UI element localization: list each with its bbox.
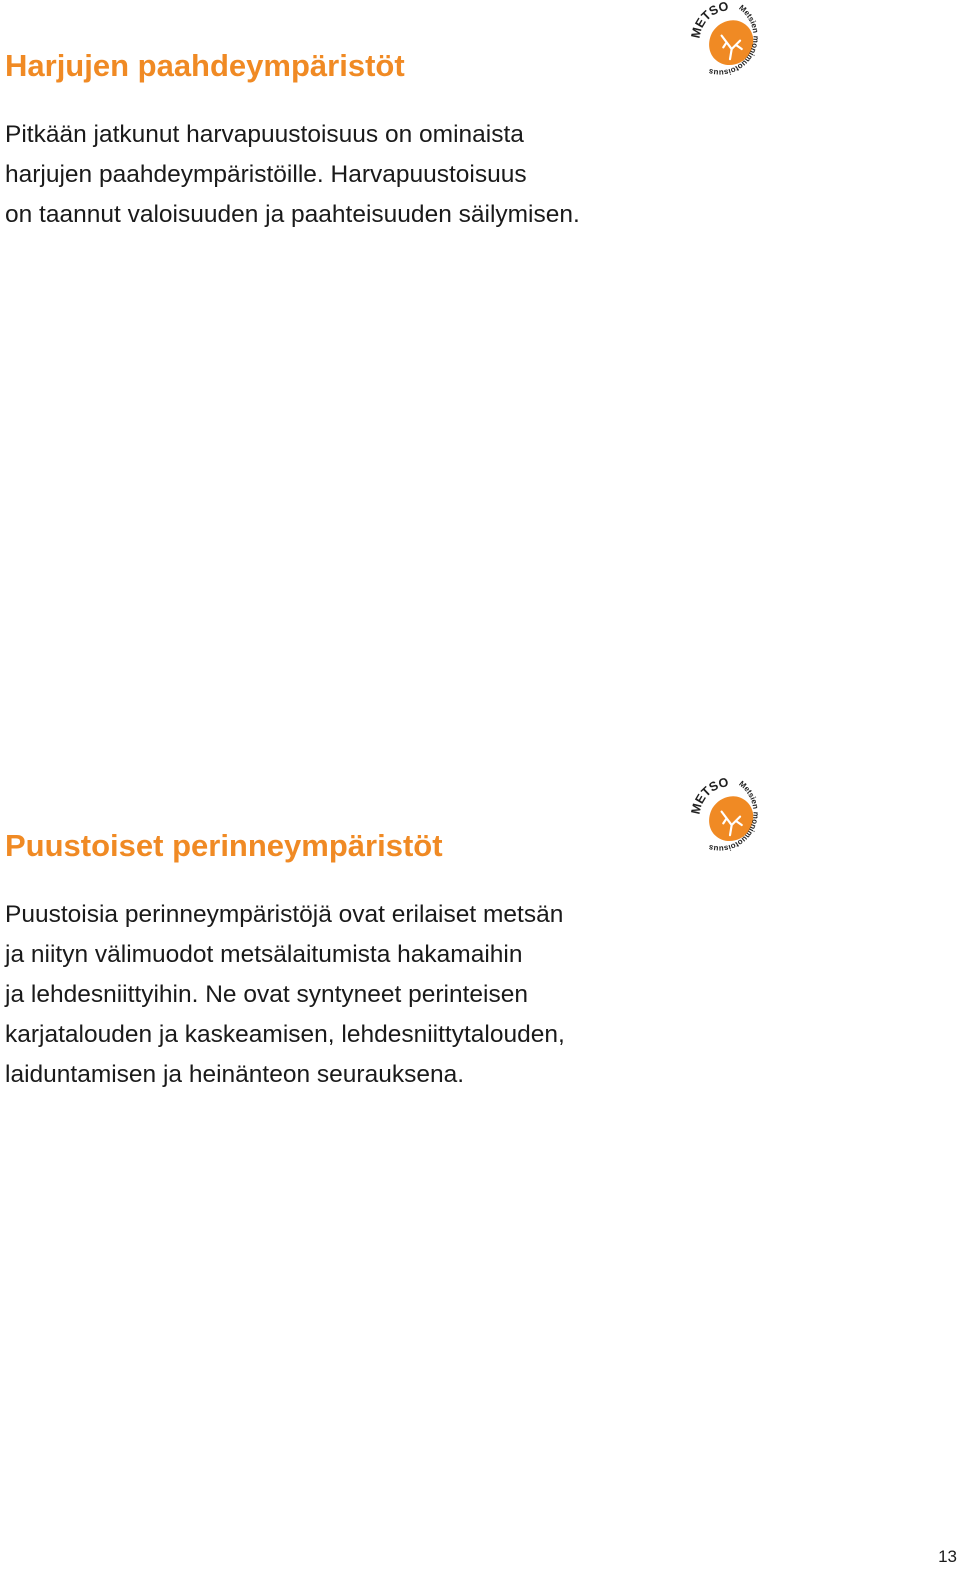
slide-body [5,115,580,235]
slide-puustoiset [0,780,960,1520]
page-number: 13 [938,1547,957,1566]
body-line: Puustoisia perinneympäristöjä ovat erilaiset metsän [5,901,564,928]
metso-logo-icon [688,778,772,862]
slide-title: Harjujen paahdeympäristöt [5,48,405,83]
body-line: ja niityn välimuodot metsälaitumista hakamaihin [5,941,523,968]
body-line: ja lehdesniittyihin. Ne ovat syntyneet perinteisen [5,981,528,1008]
body-line: Pitkään jatkunut harvapuustoisuus on ominaista [5,121,524,148]
slide-body [5,895,565,1095]
svg-text:METSO: METSO [688,2,730,40]
metso-logo [688,2,772,86]
slide-harjujen [0,0,960,780]
body-line: laiduntamisen ja heinänteon seurauksena. [5,1061,465,1088]
svg-text:METSO: METSO [688,778,730,816]
svg-text:Metsien monimuotoisuus: Metsien monimuotoisuus [707,3,761,78]
body-line: harjujen paahdeympäristöille. Harvapuustoisuus [5,161,527,188]
slide-title: Puustoiset perinneympäristöt [5,828,443,863]
body-line: on taannut valoisuuden ja paahteisuuden säilymisen. [5,201,580,228]
metso-logo-icon [688,2,772,86]
metso-logo [688,778,772,862]
svg-text:Metsien monimuotoisuus: Metsien monimuotoisuus [707,779,761,854]
body-line: karjatalouden ja kaskeamisen, lehdesniittytalouden, [5,1021,565,1048]
